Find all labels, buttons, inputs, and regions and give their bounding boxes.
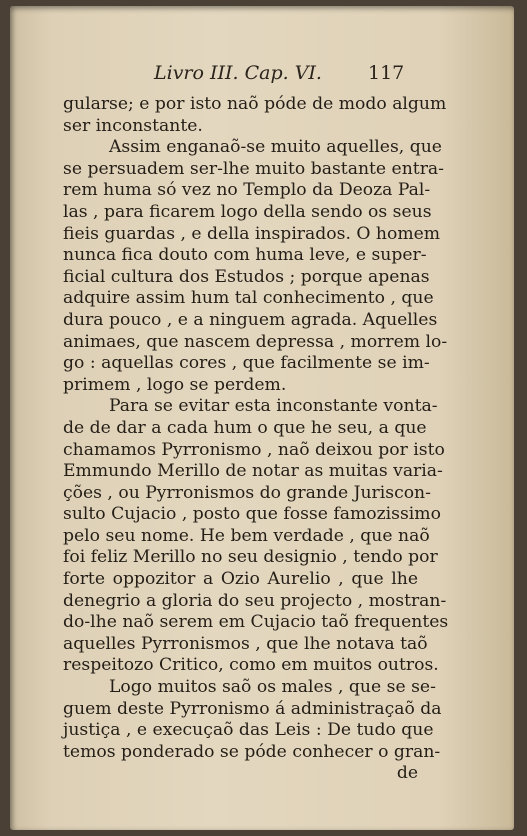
catchword: de (396, 763, 418, 784)
text-line: denegrio a gloria do seu projecto , mostran- (63, 590, 447, 611)
book-page (10, 6, 514, 830)
text-line: de de dar a cada hum o que he seu, a que (63, 417, 427, 438)
text-line: adquire assim hum tal conhecimento , que (63, 288, 434, 309)
text-line: Logo muitos saõ os males , que se se- (109, 677, 436, 698)
running-head: Livro III. Cap. VI. (154, 62, 322, 84)
text-line: rem huma só vez no Templo da Deoza Pal- (63, 180, 431, 201)
text-line: chamamos Pyrronismo , naõ deixou por isto (63, 439, 445, 460)
text-line: foi feliz Merillo no seu designio , tendo por (63, 547, 438, 568)
text-line: gularse; e por isto naõ póde de modo algum (63, 94, 447, 114)
text-line: animaes, que nascem depressa , morrem lo- (63, 331, 448, 352)
text-line: Para se evitar esta inconstante vonta- (109, 396, 438, 417)
text-line: forte oppozitor a Ozio Aurelio , que lhe (63, 569, 418, 590)
text-line: nunca fica douto com huma leve, e super- (63, 245, 427, 266)
page-header (10, 62, 514, 90)
text-line: justiça , e execuçaõ das Leis : De tudo que (63, 720, 434, 741)
text-line: go : aquellas cores , que facilmente se im- (63, 353, 430, 374)
text-line: ser inconstante. (63, 115, 203, 136)
text-line: respeitozo Critico, como em muitos outros. (63, 655, 439, 676)
text-line: temos ponderado se póde conhecer o gran- (63, 741, 441, 762)
text-line: fieis guardas , e della inspirados. O homem (63, 223, 441, 244)
text-line: Emmundo Merillo de notar as muitas varia- (63, 461, 443, 482)
text-line: guem deste Pyrronismo á administraçaõ da (63, 698, 442, 719)
text-line: aquelles Pyrronismos , que lhe notava taõ (63, 633, 428, 654)
text-line: las , para ficarem logo della sendo os seus (63, 201, 432, 222)
page-number: 117 (368, 62, 405, 84)
text-line: ções , ou Pyrronismos do grande Juriscon- (63, 482, 431, 503)
text-line: dura pouco , e a ninguem agrada. Aquelles (63, 309, 438, 330)
body-text (63, 94, 449, 785)
text-line: sulto Cujacio , posto que fosse famozissimo (63, 504, 441, 525)
text-line: pelo seu nome. He bem verdade , que naõ (63, 525, 430, 546)
text-line: do-lhe naõ serem em Cujacio taõ frequentes (63, 612, 449, 633)
text-line: Assim enganaõ-se muito aquelles, que (109, 137, 442, 158)
text-line: ficial cultura dos Estudos ; porque apenas (63, 266, 430, 287)
text-line: se persuadem ser-lhe muito bastante entra- (63, 158, 444, 179)
text-line: primem , logo se perdem. (63, 374, 287, 395)
